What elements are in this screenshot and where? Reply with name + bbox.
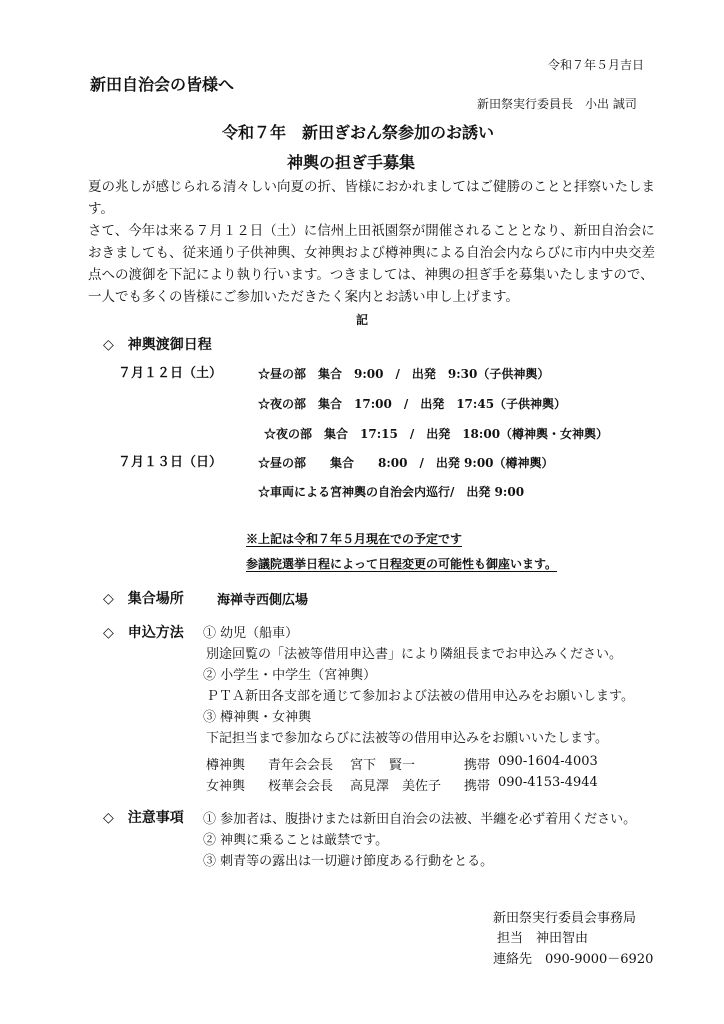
- caution-label: ◇ 注意事項: [103, 810, 184, 826]
- schedule-row: ☆昼の部 集合 8:00 / 出発 9:00（樽神輿）: [258, 456, 554, 470]
- apply-line: ＰＴＡ新田各支部を通じて参加および法被の借用申込みをお願いします。: [206, 689, 634, 704]
- contact-name: 高見澤 美佐子: [350, 779, 442, 794]
- contact-phone: 090-1604-4003: [498, 754, 598, 769]
- contact-group: 樽神輿: [206, 758, 246, 773]
- apply-line: 下記担当まで参加ならびに法被等の借用申込みをお願いいたします。: [206, 731, 608, 746]
- footer-staff: 担当 神田智由: [497, 931, 589, 946]
- notice-line-1: ※上記は令和７年５月現在での予定です: [246, 532, 463, 546]
- schedule-row: ☆夜の部 集合 17:00 / 出発 17:45（子供神輿）: [258, 397, 567, 411]
- contact-role: 桜華会会長: [268, 779, 334, 794]
- contact-type: 携帯: [464, 779, 491, 794]
- apply-line: ② 小学生・中学生（宮神輿）: [203, 668, 377, 683]
- notice-line-2: 参議院選挙日程によって日程変更の可能性も御座います。: [246, 557, 558, 571]
- ki-mark: 記: [356, 313, 369, 327]
- contact-type: 携帯: [464, 758, 491, 773]
- footer-office: 新田祭実行委員会事務局: [493, 911, 637, 926]
- apply-line: ③ 樽神輿・女神輿: [203, 710, 312, 725]
- apply-label: ◇ 申込方法: [103, 625, 184, 641]
- schedule-row: ☆車両による宮神輿の自治会内巡行/ 出発 9:00: [258, 485, 525, 499]
- place-label: ◇ 集合場所: [103, 591, 184, 607]
- intro-paragraph-2: さて、今年は来る７月１２日（土）に信州上田祇園祭が開催されることとなり、新田自治会におきましても、従来通り子供神輿、女神輿および樽神輿による自治会内ならびに市内中央交差点への渡御を下記により執り行います。つきましては、神輿の担ぎ手を募集いたしますので、一人でも多くの皆様にご参加いただきたく案内とお誘い申し上げます。: [88, 223, 655, 305]
- contact-group: 女神輿: [206, 779, 246, 794]
- contact-phone: 090-4153-4944: [498, 775, 598, 790]
- schedule-row: ☆夜の部 集合 17:15 / 出発 18:00（樽神輿・女神輿）: [264, 427, 609, 441]
- page-title: 令和７年 新田ぎおん祭参加のお誘い: [222, 123, 495, 142]
- place-value: 海禅寺西側広場: [217, 593, 309, 608]
- apply-line: 別途回覧の「法被等借用申込書」により隣組長までお申込みください。: [206, 647, 623, 662]
- schedule-day-1: ７月１２日（土）: [118, 366, 223, 381]
- caution-line: ③ 刺青等の露出は一切避け節度ある行動をとる。: [203, 854, 494, 869]
- schedule-row: ☆昼の部 集合 9:00 / 出発 9:30（子供神輿）: [258, 367, 550, 381]
- intro-paragraph-1: 夏の兆しが感じられる清々しい向夏の折、皆様におかれましてはご健勝のことと拝察いたします。: [88, 179, 655, 217]
- addressee: 新田自治会の皆様へ: [90, 75, 235, 94]
- footer-contact: 連絡先 090-9000－6920: [493, 952, 654, 967]
- caution-line: ② 神輿に乗ることは厳禁です。: [203, 833, 389, 848]
- sender: 新田祭実行委員長 小出 誠司: [477, 97, 637, 111]
- document-date: 令和７年５月吉日: [548, 58, 645, 72]
- schedule-heading: ◇ 神輿渡御日程: [103, 337, 212, 353]
- contact-name: 宮下 賢一: [350, 758, 416, 773]
- caution-line: ① 参加者は、腹掛けまたは新田自治会の法被、半纏を必ず着用ください。: [203, 812, 637, 827]
- intro: [88, 176, 658, 308]
- contact-role: 青年会会長: [268, 758, 334, 773]
- page-subtitle: 神輿の担ぎ手募集: [287, 153, 416, 172]
- apply-line: ① 幼児（船車）: [203, 626, 299, 641]
- schedule-day-2: ７月１３日（日）: [118, 455, 223, 470]
